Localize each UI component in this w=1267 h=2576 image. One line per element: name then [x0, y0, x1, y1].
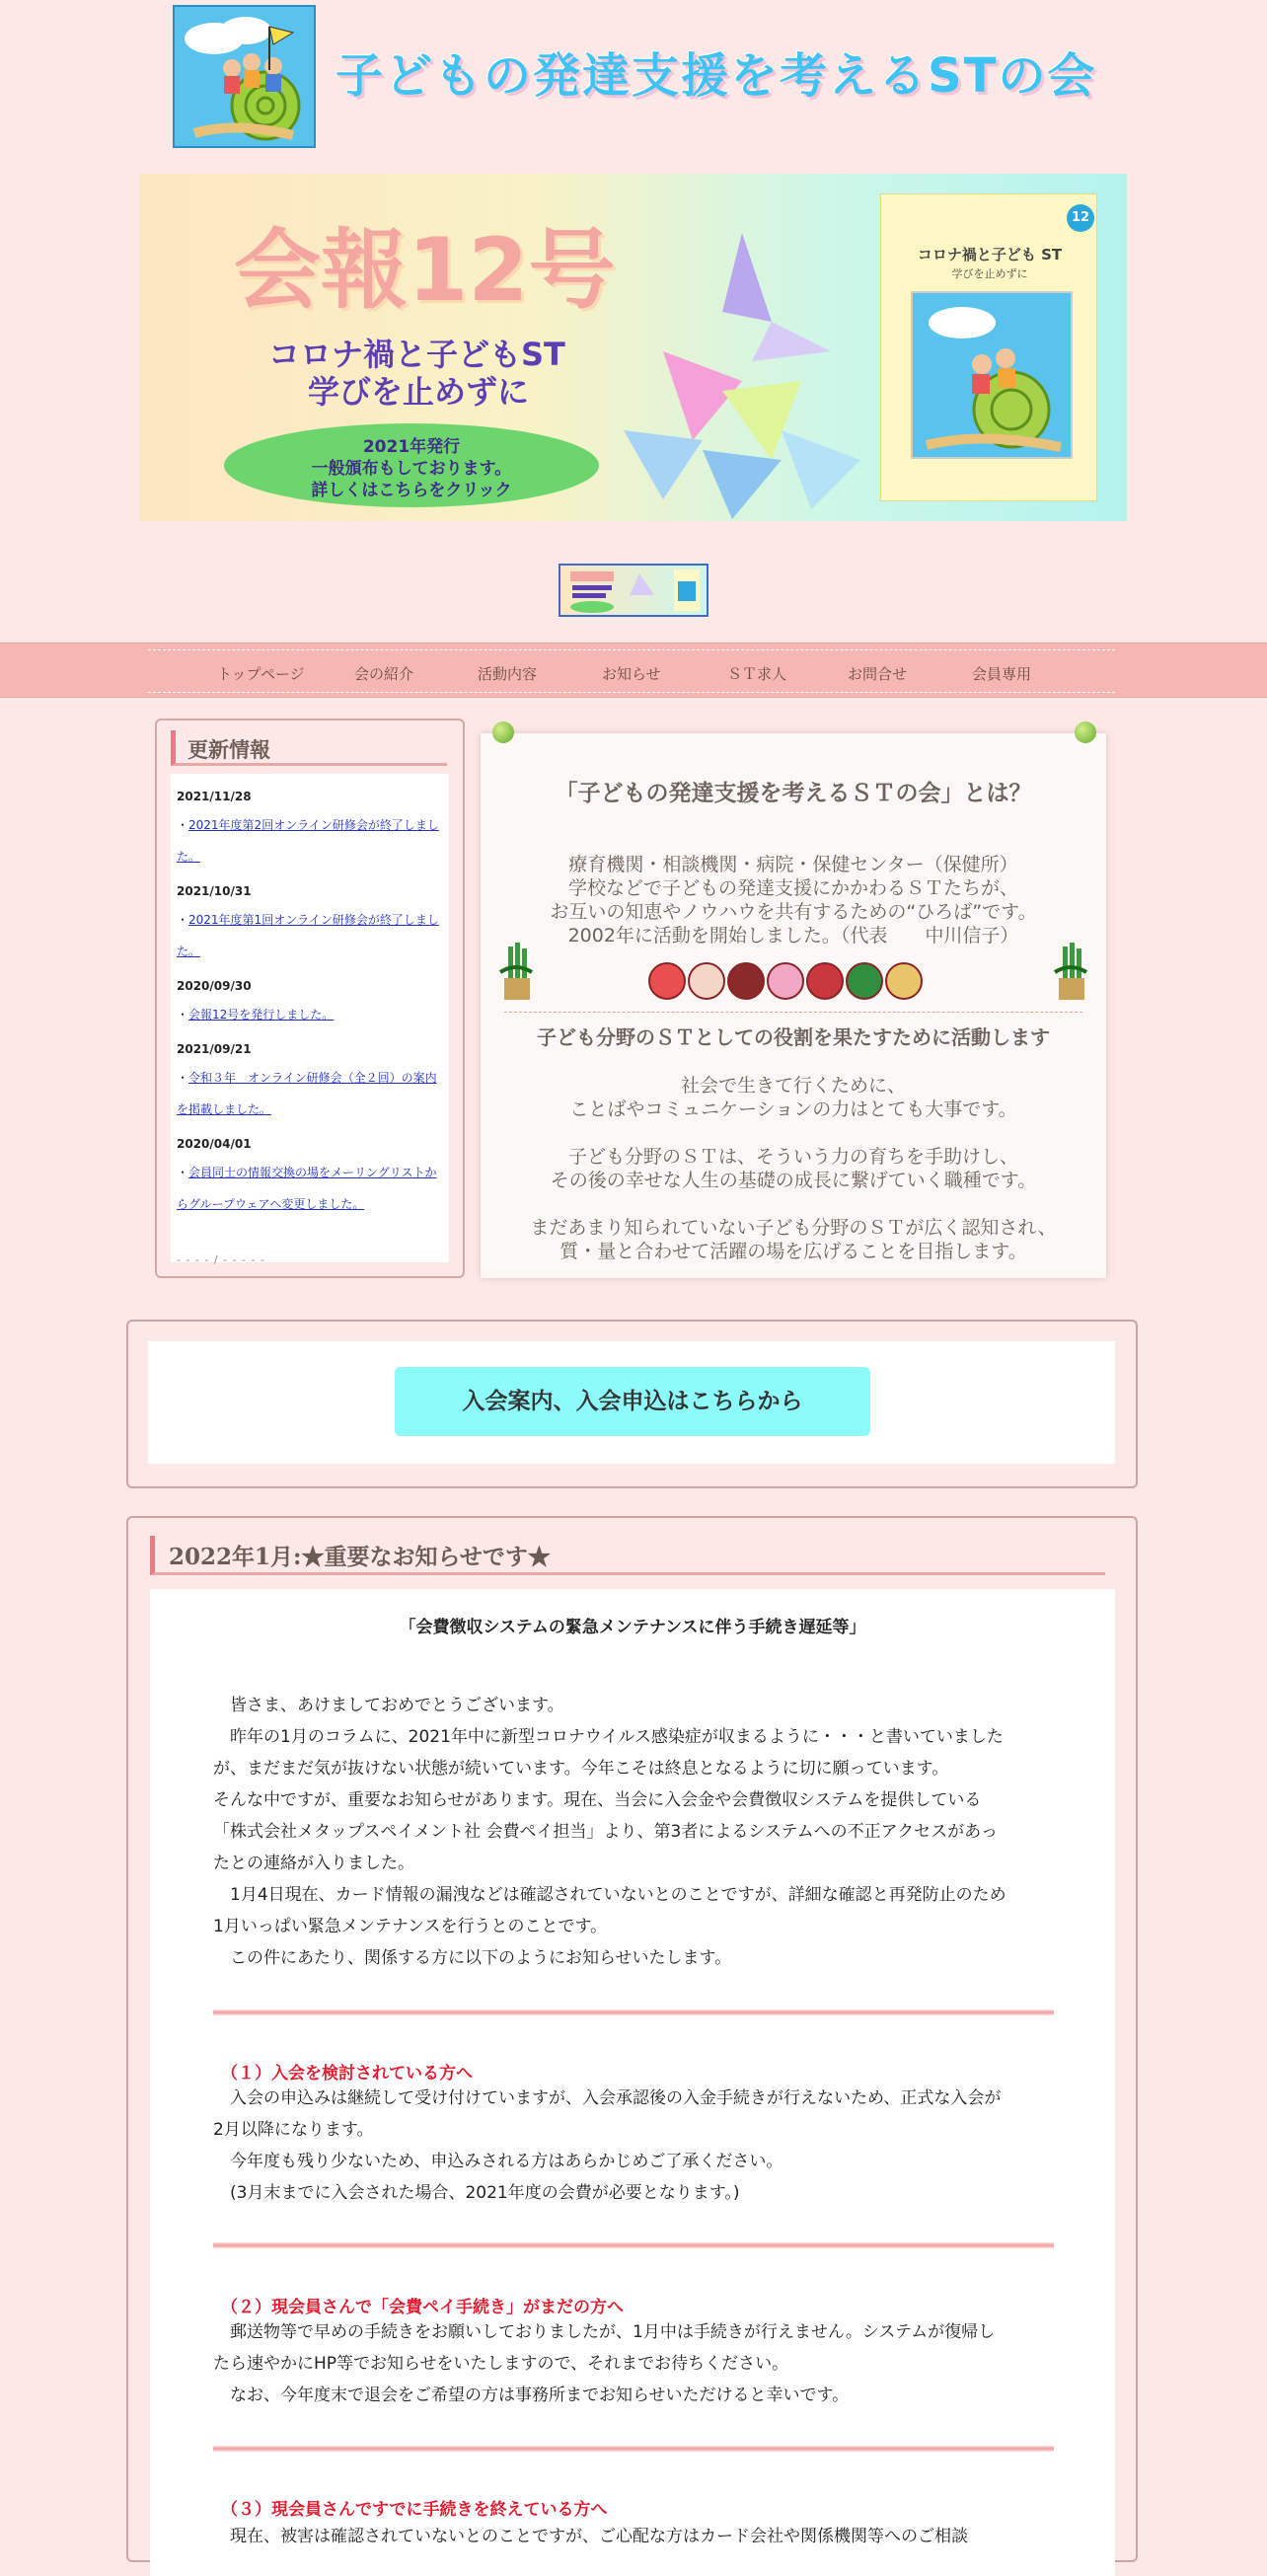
- nav-top[interactable]: トップページ: [217, 665, 305, 683]
- banner-info-oval[interactable]: [224, 423, 599, 507]
- notice-header: [150, 1536, 1105, 1575]
- banner-headline: 会報12号: [234, 219, 616, 321]
- notice-section: [126, 1516, 1138, 2562]
- update-item: ・令和３年 オンライン研修会（全２回）の案内を掲載しました。: [177, 1071, 437, 1116]
- lucky-god-icon: [688, 962, 725, 1000]
- update-date: 2021/10/31: [177, 884, 252, 898]
- origami-cranes-illustration: [604, 233, 880, 519]
- notice-line: そんな中ですが、重要なお知らせがあります。現在、当会に入会金や会費徴収システムを提供している: [213, 1790, 982, 1810]
- nav-members[interactable]: 会員専用: [972, 665, 1032, 683]
- nav-about[interactable]: 会の紹介: [354, 665, 414, 683]
- notice-line: (3月末までに入会された場合、2021年度の会費が必要となります。): [213, 2183, 740, 2203]
- oval-line2: 一般頒布もしております。: [311, 459, 512, 479]
- updates-more: - - - - / - - - - -: [177, 1253, 265, 1266]
- notice-line: 昨年の1月のコラムに、2021年中に新型コロナウイルス感染症が収まるように・・・と書いていました: [213, 1727, 1004, 1747]
- cover-illustration: [911, 291, 1073, 459]
- nav-jobs[interactable]: ＳＴ求人: [727, 665, 787, 683]
- nav-contact[interactable]: お問合せ: [848, 665, 908, 683]
- notice-line: 入会の申込みは継続して受け付けていますが、入会承認後の入金手続きが行えないため、正式な入会が: [213, 2088, 1002, 2108]
- update-link[interactable]: 会員同士の情報交換の場をメーリングリストからグループウェアへ変更しました。: [177, 1166, 437, 1211]
- nav-activities[interactable]: 活動内容: [478, 665, 538, 683]
- join-section: [126, 1320, 1138, 1488]
- oval-line3: 詳しくはこちらをクリック: [311, 481, 512, 500]
- about-heading: 子ども分野のＳＴとしての役割を果たすために活動します: [537, 1025, 1050, 1049]
- section-divider: [213, 2446, 1054, 2452]
- join-inner: [148, 1341, 1115, 1464]
- notice-line: この件にあたり、関係する方に以下のようにお知らせいたします。: [213, 1948, 732, 1968]
- join-button[interactable]: 入会案内、入会申込はこちらから: [395, 1367, 870, 1436]
- about-para2-line: その後の幸せな人生の基礎の成長に繋げていく職種です。: [550, 1170, 1037, 1191]
- update-date: 2020/09/30: [177, 979, 252, 993]
- notice-body: [150, 1589, 1115, 2576]
- about-intro-line: お互いの知恵やノウハウを共有するための“ひろば”です。: [550, 901, 1037, 923]
- about-para1-line: ことばやコミュニケーションの力はとても大事です。: [569, 1099, 1017, 1120]
- pin-icon: [1075, 721, 1096, 743]
- notice-title: 2022年1月:★重要なお知らせです★: [169, 1544, 551, 1570]
- about-para3-line: まだあまり知られていない子ども分野のＳＴが広く認知され、: [530, 1217, 1057, 1239]
- about-para3-line: 質・量と合わせて活躍の場を広げることを目指します。: [559, 1241, 1027, 1262]
- update-item: ・会員同士の情報交換の場をメーリングリストからグループウェアへ変更しました。: [177, 1166, 437, 1211]
- about-para1-line: 社会で生きて行くために、: [680, 1075, 906, 1097]
- lucky-god-icon: [767, 962, 804, 1000]
- lucky-god-icon: [846, 962, 883, 1000]
- about-panel: [481, 733, 1106, 1278]
- update-item: ・2021年度第2回オンライン研修会が終了しました。: [177, 818, 439, 864]
- banner-subtitle-line1: コロナ禍と子どもST: [268, 336, 565, 373]
- update-date: 2021/11/28: [177, 790, 252, 803]
- update-link[interactable]: 2021年度第1回オンライン研修会が終了しました。: [177, 913, 439, 958]
- section-divider: [213, 2009, 1054, 2015]
- notice-line: 2月以降になります。: [213, 2120, 374, 2140]
- about-intro-line: 療育機関・相談機関・病院・保健センター（保健所）: [568, 854, 1018, 875]
- updates-header: [171, 730, 447, 766]
- notice-line: 皆さま、あけましておめでとうございます。: [213, 1696, 564, 1715]
- notice-line: が、まだまだ気が抜けない状態が続いています。今年こそは終息となるように切に願っています。: [213, 1759, 949, 1779]
- pin-icon: [492, 721, 514, 743]
- banner-subtitle-line2: 学びを止めずに: [308, 373, 530, 411]
- lucky-god-icon: [727, 962, 765, 1000]
- section1-title: （１）入会を検討されている方へ: [221, 2064, 473, 2084]
- section-divider: [213, 2242, 1054, 2248]
- about-divider: [504, 1012, 1082, 1013]
- update-link[interactable]: 2021年度第2回オンライン研修会が終了しました。: [177, 818, 439, 864]
- newsletter-cover: [880, 193, 1097, 501]
- cover-issue-number: 12: [1067, 204, 1094, 232]
- notice-line: 今年度も残り少ないため、申込みされる方はあらかじめご了承ください。: [213, 2152, 783, 2171]
- update-link[interactable]: 令和３年 オンライン研修会（全２回）の案内を掲載しました。: [177, 1071, 437, 1116]
- notice-line: たとの連絡が入りました。: [213, 1854, 414, 1873]
- update-item: ・2021年度第1回オンライン研修会が終了しました。: [177, 913, 439, 958]
- section3-title: （３）現会員さんですでに手続きを終えている方へ: [221, 2500, 608, 2520]
- cover-subtitle: 学びを止めずに: [951, 267, 1028, 280]
- updates-list[interactable]: [171, 774, 449, 1266]
- notice-line: 1月いっぱい緊急メンテナンスを行うとのことです。: [213, 1917, 608, 1936]
- update-date: 2020/04/01: [177, 1137, 252, 1151]
- notice-subtitle: 「会費徴収システムの緊急メンテナンスに伴う手続き遅延等」: [399, 1618, 866, 1637]
- notice-line: なお、今年度末で退会をご希望の方は事務所までお知らせいただけると幸いです。: [213, 2386, 850, 2405]
- notice-line: 現在、被害は確認されていないとのことですが、ご心配な方はカード会社や関係機関等へのご相談: [213, 2527, 968, 2546]
- cover-title: コロナ禍と子ども ST: [917, 246, 1063, 264]
- kadomatsu-icon: [1051, 943, 1090, 1002]
- about-title: 「子どもの発達支援を考えるＳＴの会」とは？: [555, 781, 1032, 806]
- newsletter-banner[interactable]: [140, 174, 1127, 521]
- updates-title: 更新情報: [187, 738, 270, 762]
- updates-panel: [155, 719, 465, 1278]
- about-intro-line: 2002年に活動を開始しました。（代表 中川信子）: [567, 925, 1019, 947]
- newsletter-thumbnail-link[interactable]: [559, 564, 708, 617]
- about-intro-line: 学校などで子どもの発達支援にかかわるＳＴたちが、: [567, 877, 1018, 899]
- nav-news[interactable]: お知らせ: [602, 665, 661, 683]
- notice-line: たら速やかにHP等でお知らせをいたしますので、それまでお待ちください。: [213, 2354, 789, 2374]
- site-logo[interactable]: [173, 5, 316, 148]
- lucky-god-icon: [648, 962, 686, 1000]
- nav-inner: [148, 649, 1115, 693]
- notice-line: 1月4日現在、カード情報の漏洩などは確認されていないとのことですが、詳細な確認と再発防止のため: [213, 1885, 1006, 1905]
- site-title: 子どもの発達支援を考えるSTの会: [335, 48, 1097, 104]
- lucky-god-icon: [885, 962, 923, 1000]
- oval-line1: 2021年発行: [362, 437, 461, 457]
- notice-line: 「株式会社メタップスペイメント社 会費ペイ担当」より、第3者によるシステムへの不正アクセスがあっ: [213, 1822, 998, 1842]
- about-para2-line: 子ども分野のＳＴは、そういう力の育ちを手助けし、: [567, 1146, 1018, 1168]
- notice-line: 郵送物等で早めの手続きをお願いしておりましたが、1月中は手続きが行えません。システムが復帰し: [213, 2322, 996, 2342]
- update-item: ・会報12号を発行しました。: [177, 1008, 335, 1022]
- section2-title: （２）現会員さんで「会費ペイ手続き」がまだの方へ: [221, 2298, 624, 2317]
- kadomatsu-icon: [496, 943, 536, 1002]
- lucky-god-icon: [806, 962, 844, 1000]
- update-link[interactable]: 会報12号を発行しました。: [188, 1008, 335, 1022]
- main-nav: [0, 643, 1267, 698]
- update-date: 2021/09/21: [177, 1042, 252, 1056]
